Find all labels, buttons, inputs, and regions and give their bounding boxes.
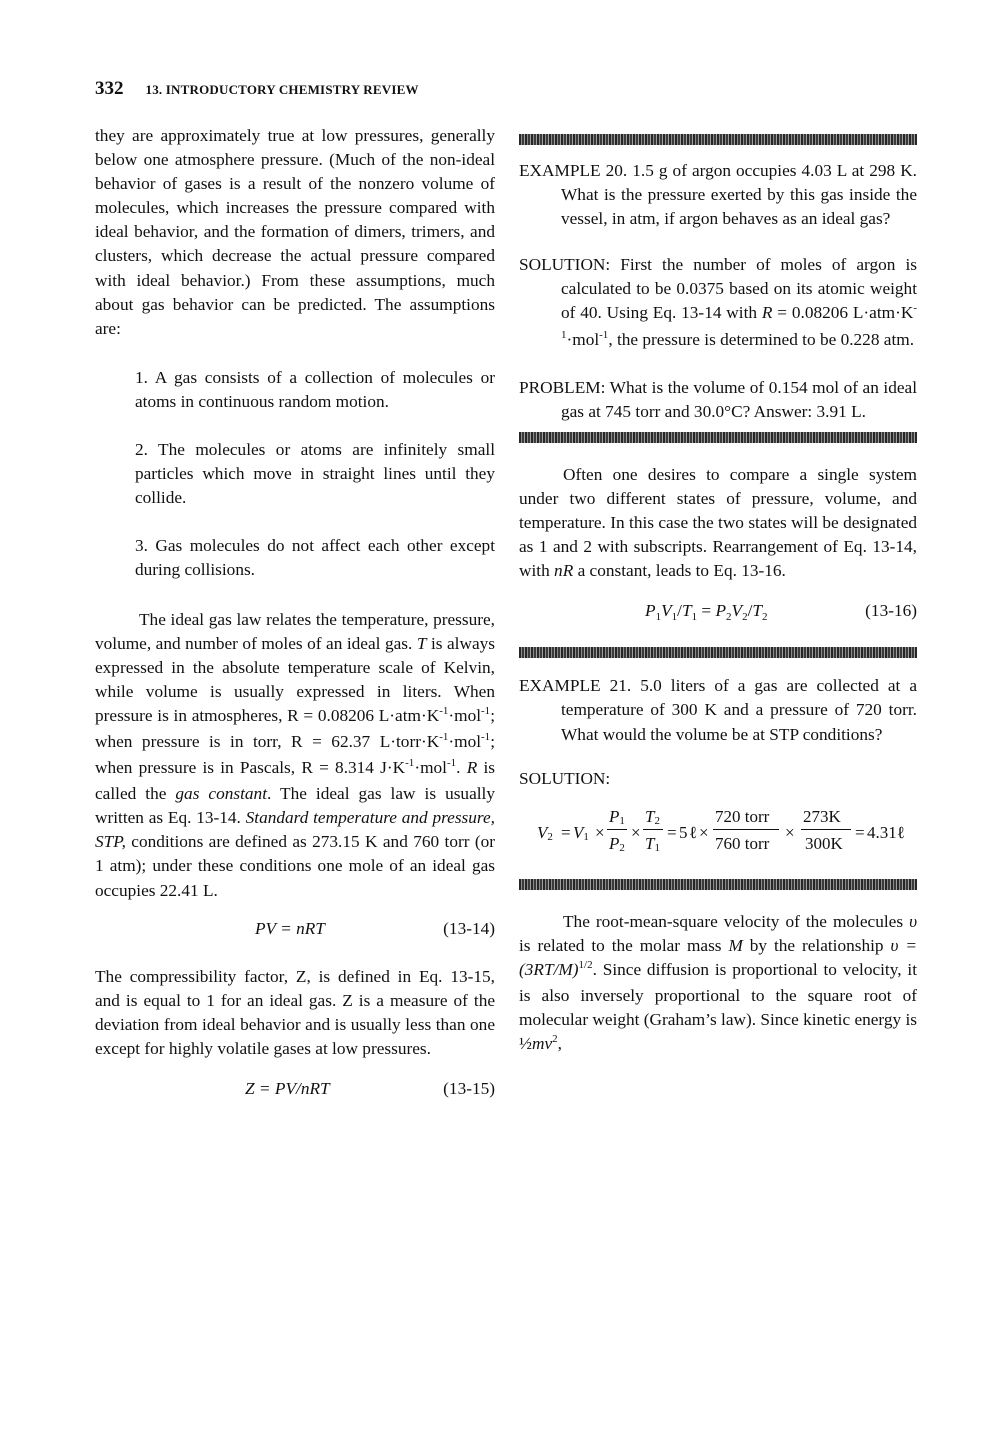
example-21-top-rule: [519, 647, 917, 658]
page-number: 332: [95, 78, 124, 99]
equation-13-16-expression: $P_1V_1/T_1 = P_2V_2/T_2$: [645, 601, 768, 624]
equation-13-14-expression: PV = nRT: [255, 918, 325, 938]
right-column: [519, 124, 917, 1058]
left-column: [95, 124, 495, 1103]
equation-13-16: [519, 599, 917, 625]
problem-label: PROBLEM:: [519, 377, 606, 397]
example-20: [519, 159, 917, 231]
example-20-text: 1.5 g of argon occupies 4.03 L at 298 K. What is the pressure exerted by this gas inside the vessel, in atm, if argon behaves as an ideal gas?: [561, 161, 917, 229]
solution-21-label: SOLUTION:: [519, 768, 611, 788]
rms-velocity-paragraph: The root-mean-square velocity of the molecules υ is related to the molar mass M by the relationship $\upsilon = (3RT/M)^{1/2}$. Since diffusion is proportional to velocity, it is also inversely proportional to the square root of molecular weight (Graham’s law). Since kinetic energy is $\frac{1}{2}mv^2$,: [519, 911, 917, 1054]
assumption-2: 2. The molecules or atoms are infinitely small particles which move in straight lines until they collide.: [135, 440, 495, 508]
equation-13-15-number: (13-15): [443, 1079, 495, 1098]
equation-13-14: [95, 917, 495, 943]
running-head-title: 13. INTRODUCTORY CHEMISTRY REVIEW: [145, 82, 419, 97]
solution-20-label: SOLUTION:: [519, 255, 611, 275]
example-21: [519, 674, 917, 746]
stp-volume-calculation: V 2 = V 1 × P 1 P 2 × T 2 T 1 = 5 ℓ × 720 torr 760 torr × 273K 300K = 4.31ℓ: [537, 806, 905, 854]
problem-text: What is the volume of 0.154 mol of an ideal gas at 745 torr and 30.0°C? Answer: 3.91 L.: [561, 377, 917, 421]
example-21-bottom-rule: [519, 879, 917, 890]
example-20-bottom-rule: [519, 432, 917, 443]
equation-13-16-number: (13-16): [865, 601, 917, 621]
problem: [519, 376, 917, 424]
compare-states-paragraph: Often one desires to compare a single system under two different states of pressure, volume, and temperature. In this case the two states will be designated as 1 and 2 with subscripts. Rearrangement of Eq. 13-14, with nR a constant, leads to Eq. 13-16.: [519, 464, 917, 581]
example-21-label: EXAMPLE 21.: [519, 676, 632, 696]
equation-13-14-number: (13-14): [443, 918, 495, 938]
example-20-label: EXAMPLE 20.: [519, 161, 628, 180]
running-header: [95, 78, 419, 100]
example-20-top-rule: [519, 134, 917, 145]
assumptions-intro-paragraph: they are approximately true at low pressures, generally below one atmosphere pressure. (Much of the non-ideal behavior of gases is a result of the nonzero volume of molecules, which increases the pressure compared with ideal behavior, and the formation of dimers, trimers, and clusters, which decrease the actual pressure compared with ideal behavior.) From these assumptions, much about gas behavior can be predicted. The assumptions are:: [95, 126, 495, 338]
solution-20: SOLUTION: First the number of moles of argon is calculated to be 0.0375 based on its atomic weight of 40. Using Eq. 13-14 with R = 0.08206 $L\cdot atm\cdot K^{-1}\cdot mol^{-1}$, the pressure is determined to be 0.228 atm.: [519, 255, 917, 349]
equation-13-15: [95, 1077, 495, 1103]
compressibility-paragraph: The compressibility factor, Z, is defined in Eq. 13-15, and is equal to 1 for an ideal gas. Z is a measure of the deviation from ideal behavior and is usually less than one except for highly volatile gases at low pressures.: [95, 966, 495, 1058]
assumption-3: 3. Gas molecules do not affect each other except during collisions.: [135, 536, 495, 580]
assumption-1: 1. A gas consists of a collection of molecules or atoms in continuous random motion.: [135, 367, 495, 411]
ideal-gas-law-paragraph: The ideal gas law relates the temperature, pressure, volume, and number of moles of an ideal gas. T is always expressed in the absolute temperature scale of Kelvin, while volume is usually expressed in liters. When pressure is in atmospheres, R = 0.08206 $L\cdot atm\cdot K^{-1}\cdot mol^{-1}$; when pressure is in torr, R = 62.37 $L\cdot torr\cdot K^{-1}\cdot mol^{-1}$; when pressure is in Pascals, R = 8.314 $J\cdot K^{-1}\cdot mol^{-1}$. R is called the gas constant. The ideal gas law is usually written as Eq. 13-14. Standard temperature and pressure, STP, conditions are defined as 273.15 K and 760 torr (or 1 atm); under these conditions one mole of an ideal gas occupies 22.41 L.: [95, 609, 496, 900]
equation-13-15-expression: Z = PV/nRT: [245, 1079, 330, 1098]
example-21-text: 5.0 liters of a gas are collected at a temperature of 300 K and a pressure of 720 torr. What would the volume be at STP conditions?: [561, 676, 917, 744]
